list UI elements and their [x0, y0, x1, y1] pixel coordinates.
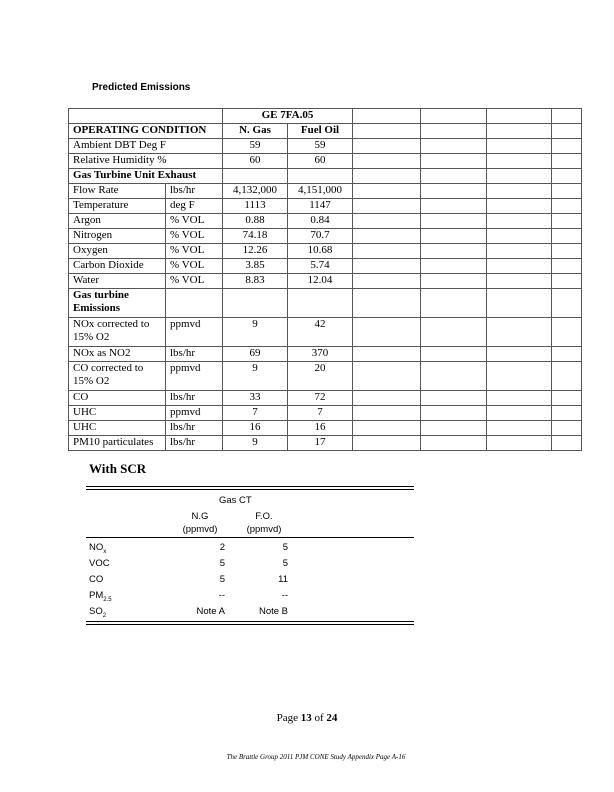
- row-label: Relative Humidity %: [69, 154, 223, 169]
- ng-value: 4,132,000: [223, 184, 288, 199]
- empty-cell: [353, 289, 421, 318]
- scr-row-label: $SO_2$: [89, 606, 107, 619]
- empty-cell: [552, 139, 582, 154]
- empty-cell: [421, 244, 487, 259]
- scr-row: [86, 557, 414, 573]
- empty-cell: [353, 139, 421, 154]
- fo-value: 10.68: [288, 244, 353, 259]
- row-label: [69, 436, 166, 451]
- table-row: [69, 391, 582, 406]
- emissions-table: [68, 108, 582, 451]
- fo-value: 7: [288, 406, 353, 421]
- row-label: Water: [69, 274, 166, 289]
- empty-cell: [552, 347, 582, 362]
- empty-cell: [487, 244, 552, 259]
- table-row: [69, 406, 582, 421]
- ng-value: 9: [223, 362, 288, 391]
- unit-cell: ppmvd: [166, 406, 223, 421]
- empty-cell: [353, 259, 421, 274]
- empty-cell: [487, 214, 552, 229]
- table-row: [69, 169, 582, 184]
- empty-cell: [421, 421, 487, 436]
- scr-fo-value: 5: [282, 542, 288, 553]
- empty-cell: [487, 109, 552, 124]
- empty-cell: [421, 199, 487, 214]
- empty-cell: [353, 244, 421, 259]
- row-label: Oxygen: [69, 244, 166, 259]
- fo-value: 4,151,000: [288, 184, 353, 199]
- scr-row-label: CO: [89, 574, 104, 585]
- table-row: [69, 436, 582, 451]
- empty-cell: [353, 347, 421, 362]
- unit-cell: lbs/hr: [166, 347, 223, 362]
- row-label-line: 15% O2: [73, 331, 110, 343]
- empty-cell: [552, 259, 582, 274]
- scr-col-ng: N.G: [191, 511, 209, 522]
- empty-cell: [421, 214, 487, 229]
- fo-value: 70.7: [288, 229, 353, 244]
- fo-value: 12.04: [288, 274, 353, 289]
- table-row: [69, 421, 582, 436]
- row-label-line: CO: [73, 391, 89, 403]
- row-label: Argon: [69, 214, 166, 229]
- empty-cell: [223, 289, 288, 318]
- scr-fo-value: 11: [278, 574, 288, 585]
- empty-cell: [487, 274, 552, 289]
- row-label: [69, 347, 166, 362]
- empty-cell: [421, 318, 487, 347]
- fo-value: 16: [288, 421, 353, 436]
- unit-cell: lbs/hr: [166, 391, 223, 406]
- with-scr-title: With SCR: [89, 461, 147, 476]
- scr-ng-value: 2: [219, 542, 225, 553]
- scr-row-label: $NO_x$: [89, 542, 107, 555]
- ng-value: 60: [223, 154, 288, 169]
- row-label: Temperature: [69, 199, 166, 214]
- table-row: [69, 259, 582, 274]
- empty-cell: [487, 229, 552, 244]
- fo-value: 0.84: [288, 214, 353, 229]
- empty-cell: [552, 244, 582, 259]
- empty-cell: [421, 289, 487, 318]
- fo-value: 42: [288, 318, 353, 347]
- section-label-line: Gas turbine: [73, 289, 129, 301]
- table-row: [69, 229, 582, 244]
- scr-ng-value: 5: [219, 574, 225, 585]
- scr-fo-value: Note B: [258, 606, 288, 617]
- scr-row: [86, 589, 414, 605]
- table-row: [69, 109, 582, 124]
- empty-cell: [421, 109, 487, 124]
- empty-cell: [353, 199, 421, 214]
- empty-cell: [421, 169, 487, 184]
- section-heading: Predicted Emissions: [92, 82, 191, 93]
- row-label: Nitrogen: [69, 229, 166, 244]
- row-label: [69, 421, 166, 436]
- row-label-line: NOx corrected to: [73, 318, 150, 330]
- table-row: [69, 347, 582, 362]
- ng-value: 12.26: [223, 244, 288, 259]
- ng-header: N. Gas: [223, 124, 288, 139]
- empty-cell: [552, 436, 582, 451]
- empty-cell: [552, 199, 582, 214]
- empty-cell: [552, 289, 582, 318]
- empty-cell: [223, 169, 288, 184]
- table-row: [69, 154, 582, 169]
- empty-cell: [421, 274, 487, 289]
- table-row: [69, 362, 582, 391]
- row-label: Flow Rate: [69, 184, 166, 199]
- unit-cell: % VOL: [166, 259, 223, 274]
- empty-cell: [487, 406, 552, 421]
- table-row: [69, 289, 582, 318]
- row-label: [69, 391, 166, 406]
- scr-top-rule: [86, 486, 414, 490]
- empty-cell: [487, 289, 552, 318]
- table-row: [69, 274, 582, 289]
- row-label: [69, 406, 166, 421]
- fo-value: 59: [288, 139, 353, 154]
- empty-cell: [487, 154, 552, 169]
- empty-cell: [421, 436, 487, 451]
- ng-value: 9: [223, 436, 288, 451]
- table-row: [69, 214, 582, 229]
- scr-row-label: VOC: [89, 558, 110, 569]
- empty-cell: [353, 124, 421, 139]
- fo-value: 72: [288, 391, 353, 406]
- empty-cell: [487, 318, 552, 347]
- scr-col-ng-unit: (ppmvd): [182, 524, 218, 535]
- section-label-line: Emissions: [73, 302, 121, 314]
- unit-cell: % VOL: [166, 229, 223, 244]
- empty-cell: [487, 391, 552, 406]
- row-label: Ambient DBT Deg F: [69, 139, 223, 154]
- row-label: [69, 362, 166, 391]
- table-row: [69, 244, 582, 259]
- empty-cell: [421, 229, 487, 244]
- empty-cell: [552, 184, 582, 199]
- empty-cell: [487, 436, 552, 451]
- ng-value: 74.18: [223, 229, 288, 244]
- scr-row: [86, 605, 414, 621]
- unit-cell: deg F: [166, 199, 223, 214]
- row-label: [69, 318, 166, 347]
- table-row: [69, 199, 582, 214]
- empty-cell: [69, 109, 223, 124]
- empty-cell: [421, 391, 487, 406]
- scr-ng-value: --: [218, 590, 225, 601]
- section-label: [69, 289, 166, 318]
- empty-cell: [487, 362, 552, 391]
- empty-cell: [353, 362, 421, 391]
- empty-cell: [487, 199, 552, 214]
- scr-ng-value: 5: [219, 558, 225, 569]
- empty-cell: [487, 169, 552, 184]
- empty-cell: [552, 109, 582, 124]
- scr-group-header: Gas CT: [219, 495, 252, 506]
- page-number: Page 13 of 24: [276, 712, 338, 724]
- unit-cell: ppmvd: [166, 362, 223, 391]
- empty-cell: [288, 169, 353, 184]
- scr-bottom-rule: [86, 621, 414, 625]
- scr-row: [86, 541, 414, 557]
- unit-cell: lbs/hr: [166, 184, 223, 199]
- empty-cell: [487, 259, 552, 274]
- empty-cell: [421, 347, 487, 362]
- empty-cell: [353, 184, 421, 199]
- ng-value: 0.88: [223, 214, 288, 229]
- empty-cell: [353, 154, 421, 169]
- empty-cell: [421, 154, 487, 169]
- unit-cell: % VOL: [166, 274, 223, 289]
- fo-value: 370: [288, 347, 353, 362]
- table-row: [69, 184, 582, 199]
- empty-cell: [487, 139, 552, 154]
- fo-value: 60: [288, 154, 353, 169]
- empty-cell: [353, 421, 421, 436]
- ng-value: 69: [223, 347, 288, 362]
- row-label-line: UHC: [73, 406, 97, 418]
- fo-value: 20: [288, 362, 353, 391]
- unit-cell: lbs/hr: [166, 421, 223, 436]
- empty-cell: [421, 362, 487, 391]
- empty-cell: [421, 259, 487, 274]
- unit-cell: % VOL: [166, 244, 223, 259]
- fo-header: Fuel Oil: [288, 124, 353, 139]
- fo-value: 17: [288, 436, 353, 451]
- row-label-line: 15% O2: [73, 375, 110, 387]
- empty-cell: [487, 347, 552, 362]
- ng-value: 9: [223, 318, 288, 347]
- empty-cell: [353, 229, 421, 244]
- scr-ng-value: Note A: [196, 606, 225, 617]
- ng-value: 59: [223, 139, 288, 154]
- empty-cell: [353, 318, 421, 347]
- scr-row-label: $PM_{2.5}$: [89, 590, 112, 603]
- empty-cell: [353, 214, 421, 229]
- empty-cell: [552, 124, 582, 139]
- row-label-line: PM10 particulates: [73, 436, 154, 448]
- row-label-line: CO corrected to: [73, 362, 144, 374]
- empty-cell: [421, 139, 487, 154]
- empty-cell: [552, 154, 582, 169]
- empty-cell: [552, 274, 582, 289]
- empty-cell: [353, 274, 421, 289]
- empty-cell: [353, 391, 421, 406]
- empty-cell: [421, 184, 487, 199]
- scr-table: [86, 486, 414, 625]
- empty-cell: [487, 184, 552, 199]
- operating-condition-header: OPERATING CONDITION: [69, 124, 223, 139]
- empty-cell: [421, 406, 487, 421]
- empty-cell: [166, 289, 223, 318]
- empty-cell: [552, 169, 582, 184]
- empty-cell: [552, 421, 582, 436]
- ng-value: 33: [223, 391, 288, 406]
- empty-cell: [552, 318, 582, 347]
- empty-cell: [487, 421, 552, 436]
- empty-cell: [353, 406, 421, 421]
- empty-cell: [552, 406, 582, 421]
- section-label: Gas Turbine Unit Exhaust: [69, 169, 223, 184]
- empty-cell: [288, 289, 353, 318]
- row-label-line: UHC: [73, 421, 97, 433]
- empty-cell: [552, 391, 582, 406]
- empty-cell: [552, 362, 582, 391]
- scr-row: [86, 573, 414, 589]
- empty-cell: [353, 109, 421, 124]
- table-row: [69, 318, 582, 347]
- ng-value: 7: [223, 406, 288, 421]
- scr-fo-value: --: [281, 590, 288, 601]
- scr-col-fo-unit: (ppmvd): [246, 524, 282, 535]
- empty-cell: [353, 169, 421, 184]
- row-label-line: NOx as NO2: [73, 347, 131, 359]
- empty-cell: [421, 124, 487, 139]
- ng-value: 1113: [223, 199, 288, 214]
- unit-cell: ppmvd: [166, 318, 223, 347]
- model-header: GE 7FA.05: [223, 109, 353, 124]
- empty-cell: [552, 214, 582, 229]
- table-row: [69, 124, 582, 139]
- empty-cell: [353, 436, 421, 451]
- page-footer: The Brattle Group 2011 PJM CONE Study Appendix Page A-16: [226, 753, 406, 761]
- ng-value: 8.83: [223, 274, 288, 289]
- unit-cell: % VOL: [166, 214, 223, 229]
- scr-col-fo: F.O.: [255, 511, 273, 522]
- scr-fo-value: 5: [282, 558, 288, 569]
- ng-value: 3.85: [223, 259, 288, 274]
- ng-value: 16: [223, 421, 288, 436]
- row-label: Carbon Dioxide: [69, 259, 166, 274]
- unit-cell: lbs/hr: [166, 436, 223, 451]
- table-row: [69, 139, 582, 154]
- empty-cell: [552, 229, 582, 244]
- empty-cell: [487, 124, 552, 139]
- fo-value: 1147: [288, 199, 353, 214]
- fo-value: 5.74: [288, 259, 353, 274]
